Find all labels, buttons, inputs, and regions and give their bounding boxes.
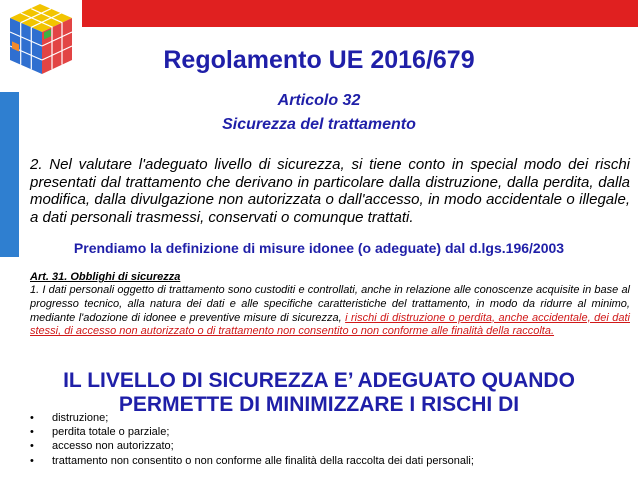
list-item-text: distruzione;	[52, 412, 109, 424]
list-item-text: trattamento non consentito o non conforme alle finalità della raccolta dei dati personali;	[52, 454, 474, 467]
top-red-bar	[82, 0, 638, 27]
list-item	[30, 440, 474, 454]
list-item	[30, 412, 474, 426]
risk-list	[30, 412, 474, 469]
list-item-text: perdita totale o parziale;	[52, 426, 170, 439]
art31-highlight: i rischi di distruzione o perdita, anche accidentale, dei dati stessi, di accesso non autorizzato o di trattamento non consentito o non conforme alle finalità della raccolta.	[30, 311, 630, 338]
section-heading-line2: PERMETTE DI MINIMIZZARE I RISCHI DI	[118, 393, 520, 416]
section-heading-line1: IL LIVELLO DI SICUREZZA E’ ADEGUATO QUANDO	[63, 369, 575, 392]
page-title: Regolamento UE 2016/679	[163, 46, 475, 74]
article-number: Articolo 32	[277, 92, 361, 109]
art31-text: 1. I dati personali oggetto di trattamento sono custoditi e controllati, anche in relazione alle conoscenze acquisite in base al progresso tecnico, alla natura dei dati e alle specifiche caratteristiche del trattamento, in modo da ridurre al minimo, mediante l'adozione di idonee e preventive misure di sicurezza,	[30, 284, 630, 324]
art31-heading: Art. 31. Obblighi di sicurezza	[30, 271, 181, 283]
list-item	[30, 426, 474, 440]
bullet-icon: •	[30, 412, 34, 424]
bullet-icon: •	[30, 440, 34, 453]
bullet-icon: •	[30, 426, 34, 439]
art31-body	[30, 284, 630, 339]
article-heading: Sicurezza del trattamento	[222, 116, 416, 133]
article-paragraph: 2. Nel valutare l'adeguato livello di sicurezza, si tiene conto in special modo dei rischi presentati dal trattamento che derivano in particolare dalla distruzione, dalla perdita, dalla modifica, dalla divulgazione non autorizzata o dall'accesso, in modo accidentale o illegale, a dati personali trasmessi, conservati o comunque trattati.	[30, 156, 630, 226]
definition-line: Prendiamo la definizione di misure idonee (o adeguate) dal d.lgs.196/2003	[73, 240, 565, 256]
list-item	[30, 455, 474, 469]
list-item-text: accesso non autorizzato;	[52, 440, 174, 453]
bullet-icon: •	[30, 454, 34, 467]
